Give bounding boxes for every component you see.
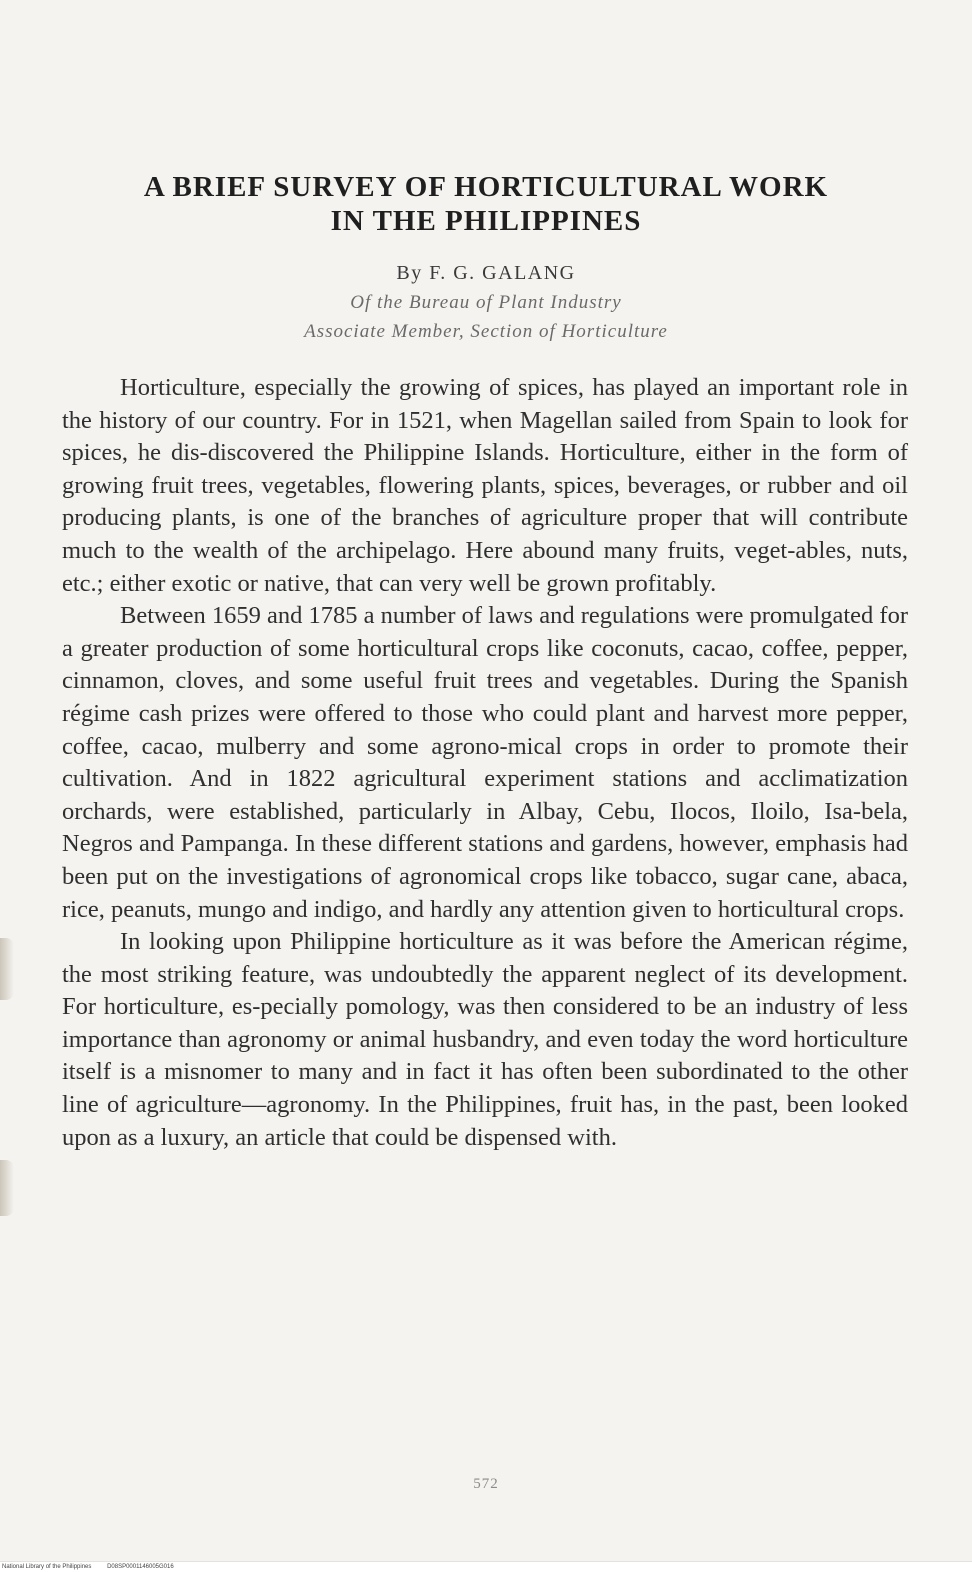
scan-footer [0,1561,972,1572]
paragraph-2: Between 1659 and 1785 a number of laws and regulations were promulgated for a greater production of some horticultural crops like coconuts, cacao, coffee, pepper, cinnamon, cloves, and some useful fruit trees and vegetables. During the Spanish régime cash prizes were offered to those who could plant and harvest more pepper, coffee, cacao, mulberry and some agrono-mical crops in order to promote their cultivation. And in 1822 agricultural experiment stations and acclimatization orchards, were established, particularly in Albay, Cebu, Ilocos, Iloilo, Isa-bela, Negros and Pampanga. In these different stations and gardens, however, emphasis had been put on the investigations of agronomical crops like tobacco, sugar cane, abaca, rice, peanuts, mungo and indigo, and hardly any attention given to horticultural crops. [62,602,908,923]
footer-library: National Library of the Philippines [2,1564,92,1570]
paragraph-1: Horticulture, especially the growing of spices, has played an important role in the history of our country. For in 1521, when Magellan sailed from Spain to look for spices, he dis-discovered the Philippine Islands. Horticulture, either in the form of growing fruit trees, vegetables, flowering plants, spices, beverages, or rubber and oil producing plants, is one of the branches of agriculture proper that will contribute much to the wealth of the archipelago. Here abound many fruits, veget-ables, nuts, etc.; either exotic or native, that can very well be grown profitably. [62,374,908,597]
article-title-line-1: A BRIEF SURVEY OF HORTICULTURAL WORK [143,171,829,203]
paragraph-3: In looking upon Philippine horticulture as it was before the American régime, the most striking feature, was undoubtedly the apparent neglect of its development. For horticulture, es-pecially pomology, was then considered to be an industry of less importance than agronomy or animal husbandry, and even today the word horticulture itself is a misnomer to many and in fact it has often been subordinated to the other line of agriculture—agronomy. In the Philippines, fruit has, in the past, been looked upon as a luxury, an article that could be dispensed with. [62,928,908,1151]
margin-stain [0,938,14,1000]
page-number: 572 [473,1476,499,1492]
margin-stain [0,1160,14,1216]
scan-footer-text [2,1563,174,1571]
author-byline: By F. G. GALANG [396,262,576,284]
article-title-line-2: IN THE PHILIPPINES [330,205,642,237]
article-body [62,372,908,1154]
footer-identifier: D08SP0001146005G016 [107,1564,174,1570]
author-membership: Associate Member, Section of Horticulture [304,321,668,342]
author-affiliation: Of the Bureau of Plant Industry [350,292,622,313]
